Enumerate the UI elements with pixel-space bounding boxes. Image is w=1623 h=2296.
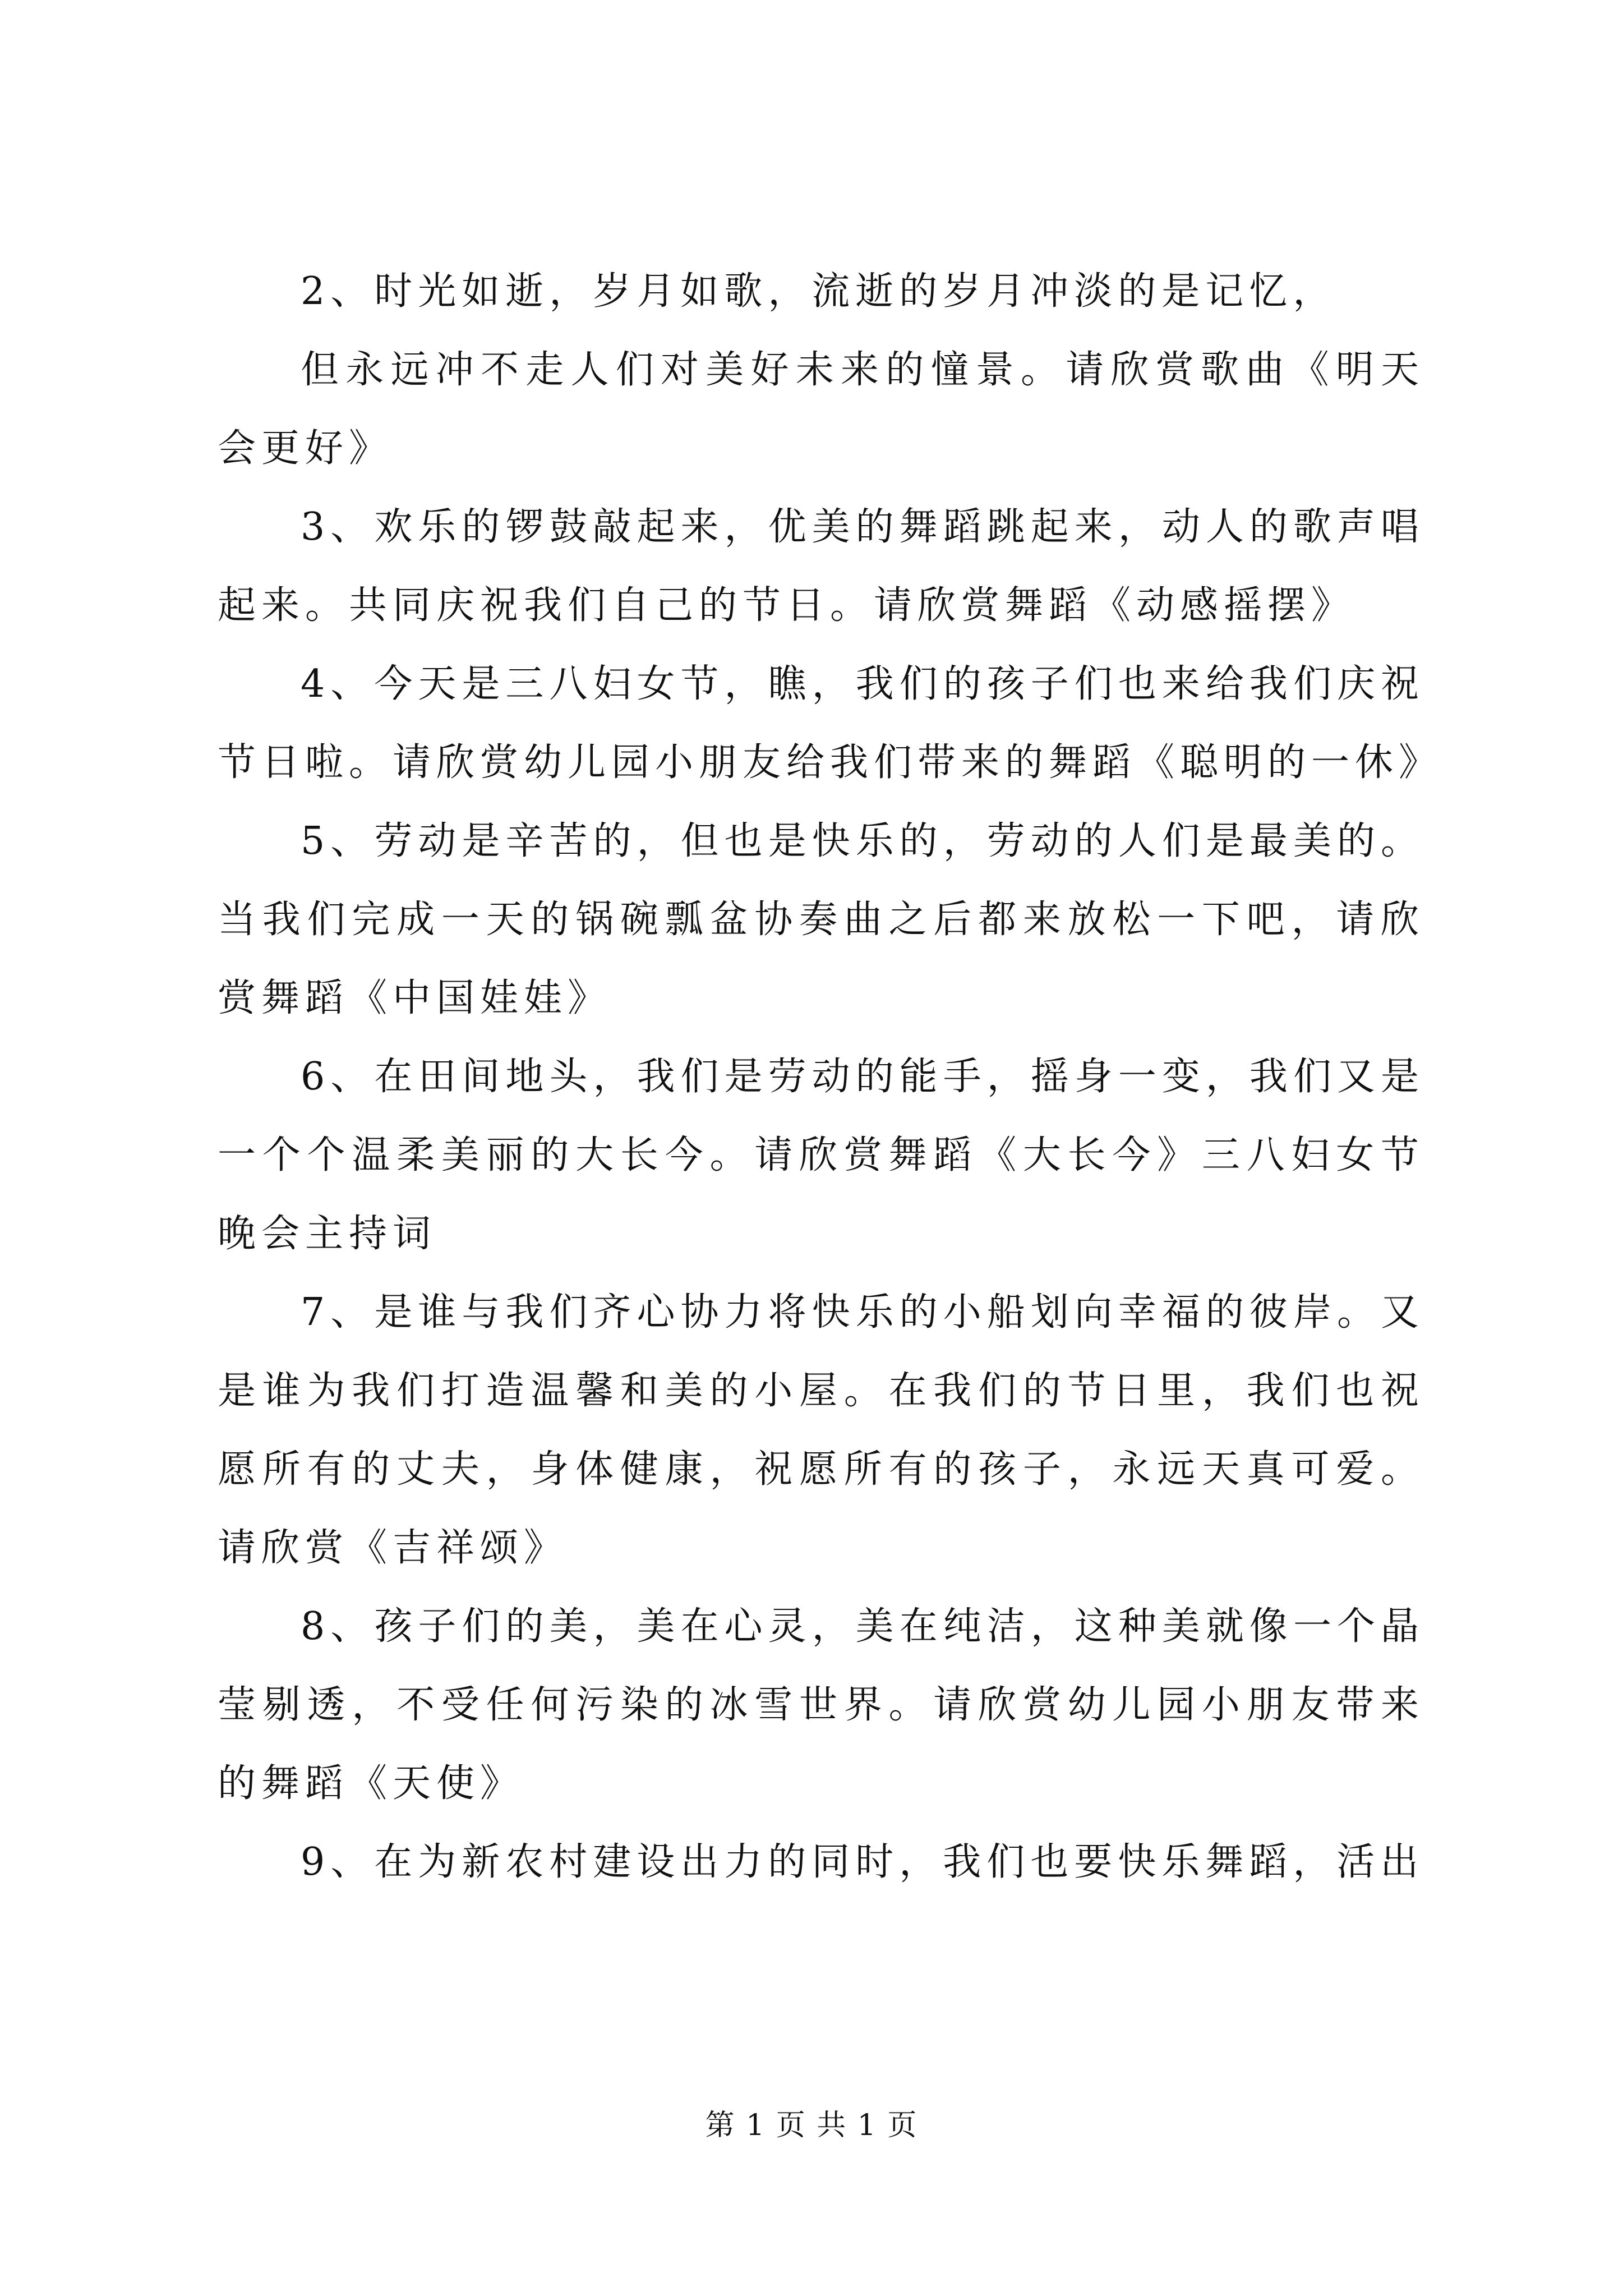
document-body <box>218 252 1443 1902</box>
paragraph-5: 5、劳动是辛苦的，但也是快乐的，劳动的人们是最美的。当我们完成一天的锅碗瓢盆协奏曲之后都来放松一下吧，请欣赏舞蹈《中国娃娃》 <box>218 819 1424 1020</box>
paragraph-3: 3、欢乐的锣鼓敲起来，优美的舞蹈跳起来，动人的歌声唱起来。共同庆祝我们自己的节日。请欣赏舞蹈《动感摇摆》 <box>218 505 1424 628</box>
paragraph-7: 7、是谁与我们齐心协力将快乐的小船划向幸福的彼岸。又是谁为我们打造温馨和美的小屋。在我们的节日里，我们也祝愿所有的丈夫，身体健康，祝愿所有的孩子，永远天真可爱。请欣赏《吉祥颂》 <box>218 1290 1424 1570</box>
paragraph-2-continued: 但永远冲不走人们对美好未来的憧景。请欣赏歌曲《明天会更好》 <box>218 348 1424 471</box>
paragraph-9: 9、在为新农村建设出力的同时，我们也要快乐舞蹈，活出 <box>301 1840 1424 1884</box>
paragraph-4: 4、今天是三八妇女节，瞧，我们的孩子们也来给我们庆祝节日啦。请欣赏幼儿园小朋友给我们带来的舞蹈《聪明的一休》 <box>218 662 1443 785</box>
page-footer: 第 1 页 共 1 页 <box>705 2109 918 2142</box>
paragraph-6: 6、在田间地头，我们是劳动的能手，摇身一变，我们又是一个个温柔美丽的大长今。请欣赏舞蹈《大长今》三八妇女节晚会主持词 <box>218 1055 1424 1256</box>
paragraph-2: 2、时光如逝，岁月如歌，流逝的岁月冲淡的是记忆， <box>301 269 1337 314</box>
paragraph-8: 8、孩子们的美，美在心灵，美在纯洁，这种美就像一个晶莹剔透，不受任何污染的冰雪世界。请欣赏幼儿园小朋友带来的舞蹈《天使》 <box>218 1604 1424 1806</box>
